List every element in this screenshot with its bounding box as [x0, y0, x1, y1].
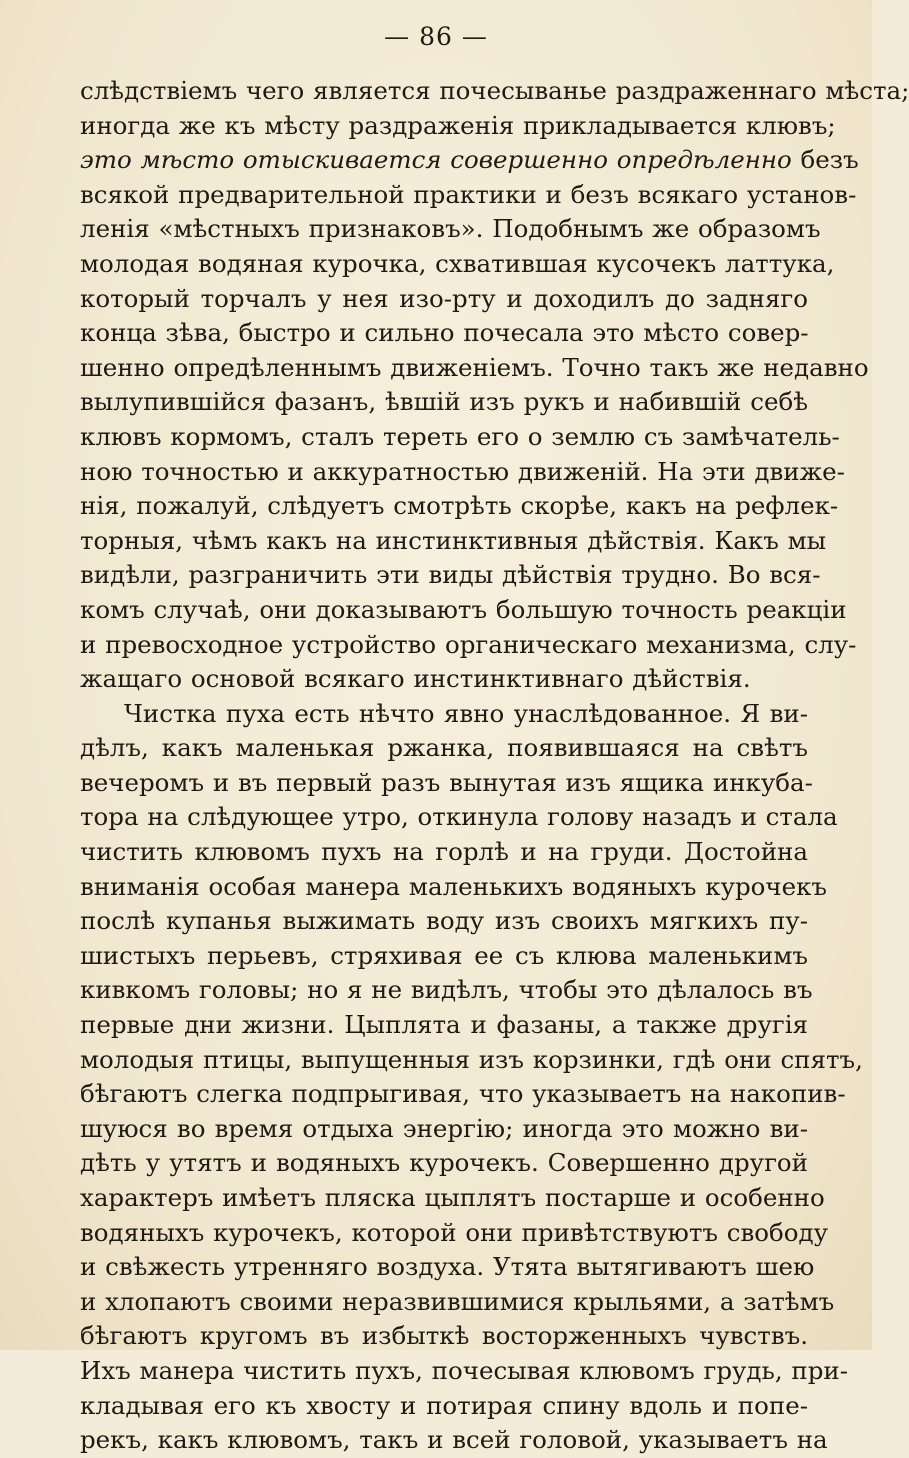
- text-line-with-emphasis: [80, 143, 859, 178]
- text-line: который торчалъ у нея изо-рту и доходилъ до задняго: [80, 283, 808, 313]
- text-line: послѣ купанья выжимать воду изъ своихъ мягкихъ пу-: [80, 906, 808, 936]
- text-line: тора на слѣдующее утро, откинула голову назадъ и стала: [80, 802, 838, 832]
- text-line: шуюся во время отдыха энергію; иногда это можно ви-: [80, 1113, 808, 1143]
- emphasized-text: это мѣсто отыскивается совершенно опредѣленно: [80, 145, 792, 175]
- text-line: бѣгаютъ кругомъ въ избыткѣ восторженныхъ чувствъ.: [80, 1321, 808, 1351]
- text-line: ною точностью и аккуратностью движеній. На эти движе-: [80, 456, 845, 486]
- text-line: Ихъ манера чистить пухъ, почесывая клювомъ грудь, при-: [80, 1355, 849, 1385]
- text-line: чистить клювомъ пухъ на горлѣ и на груди. Достойна: [80, 837, 808, 867]
- text-line: бѣгаютъ слегка подпрыгивая, что указываетъ на накопив-: [80, 1079, 846, 1109]
- text-line: водяныхъ курочекъ, которой они привѣтствуютъ свободу: [80, 1217, 829, 1247]
- text-line: нія, пожалуй, слѣдуетъ смотрѣть скорѣе, какъ на рефлек-: [80, 491, 839, 521]
- text-line: дѣть у утятъ и водяныхъ курочекъ. Совершенно другой: [80, 1148, 808, 1178]
- text-line: клювъ кормомъ, сталъ тереть его о землю съ замѣчатель-: [80, 421, 840, 451]
- text-line: и хлопаютъ своими неразвившимися крыльями, а затѣмъ: [80, 1286, 835, 1316]
- text-line: характеръ имѣетъ пляска цыплятъ постарше и особенно: [80, 1183, 825, 1212]
- text-line: ленія «мѣстныхъ признаковъ». Подобнымъ же образомъ: [80, 214, 821, 244]
- text-line: шенно опредѣленнымъ движеніемъ. Точно такъ же недавно: [80, 352, 869, 382]
- text-line: дѣлъ, какъ маленькая ржанка, появившаяся на свѣтъ: [80, 733, 808, 763]
- text-line: кивкомъ головы; но я не видѣлъ, чтобы это дѣлалось въ: [80, 975, 813, 1005]
- text-line: молодыя птицы, выпущенныя изъ корзинки, гдѣ они спятъ,: [80, 1044, 863, 1074]
- text-line: молодая водяная курочка, схватившая кусочекъ латтука,: [80, 248, 835, 278]
- text-line: вылупившійся фазанъ, ѣвшій изъ рукъ и набившій себѣ: [80, 387, 808, 417]
- text-fragment: безъ: [800, 145, 859, 175]
- text-line: вечеромъ и въ первый разъ вынутая изъ ящика инкуба-: [80, 767, 813, 797]
- text-line: видѣли, разграничить эти виды дѣйствія трудно. Во вся-: [80, 560, 821, 590]
- text-line: вниманія особая манера маленькихъ водяныхъ курочекъ: [80, 871, 828, 901]
- text-line: первые дни жизни. Цыплята и фазаны, а также другія: [80, 1010, 808, 1040]
- paragraph-end-line: жащаго основой всякаго инстинктивнаго дѣйствія.: [80, 664, 751, 694]
- text-line: и превосходное устройство органическаго механизма, слу-: [80, 629, 857, 659]
- text-line: рекъ, какъ клювомъ, такъ и всей головой, указываетъ на: [80, 1425, 828, 1455]
- text-line: комъ случаѣ, они доказываютъ большую точность реакціи: [80, 594, 847, 624]
- paragraph-start-line: Чистка пуха есть нѣчто явно унаслѣдованное. Я ви-: [124, 698, 808, 728]
- text-line: иногда же къ мѣсту раздраженія прикладывается клювъ;: [80, 110, 836, 140]
- text-line: шистыхъ перьевъ, стряхивая ее съ клюва маленькимъ: [80, 940, 808, 970]
- page-number: — 86 —: [384, 22, 488, 51]
- text-line: торныя, чѣмъ какъ на инстинктивныя дѣйствія. Какъ мы: [80, 525, 827, 555]
- text-line: конца зѣва, быстро и сильно почесала это мѣсто совер-: [80, 318, 809, 348]
- text-line: и свѣжесть утренняго воздуха. Утята вытягиваютъ шею: [80, 1252, 815, 1282]
- text-line: всякой предварительной практики и безъ всякаго установ-: [80, 179, 857, 209]
- text-line: слѣдствіемъ чего является почесыванье раздраженнаго мѣста;: [80, 76, 909, 105]
- text-line: кладывая его къ хвосту и потирая спину вдоль и попе-: [80, 1390, 808, 1420]
- body-text: [80, 74, 909, 1458]
